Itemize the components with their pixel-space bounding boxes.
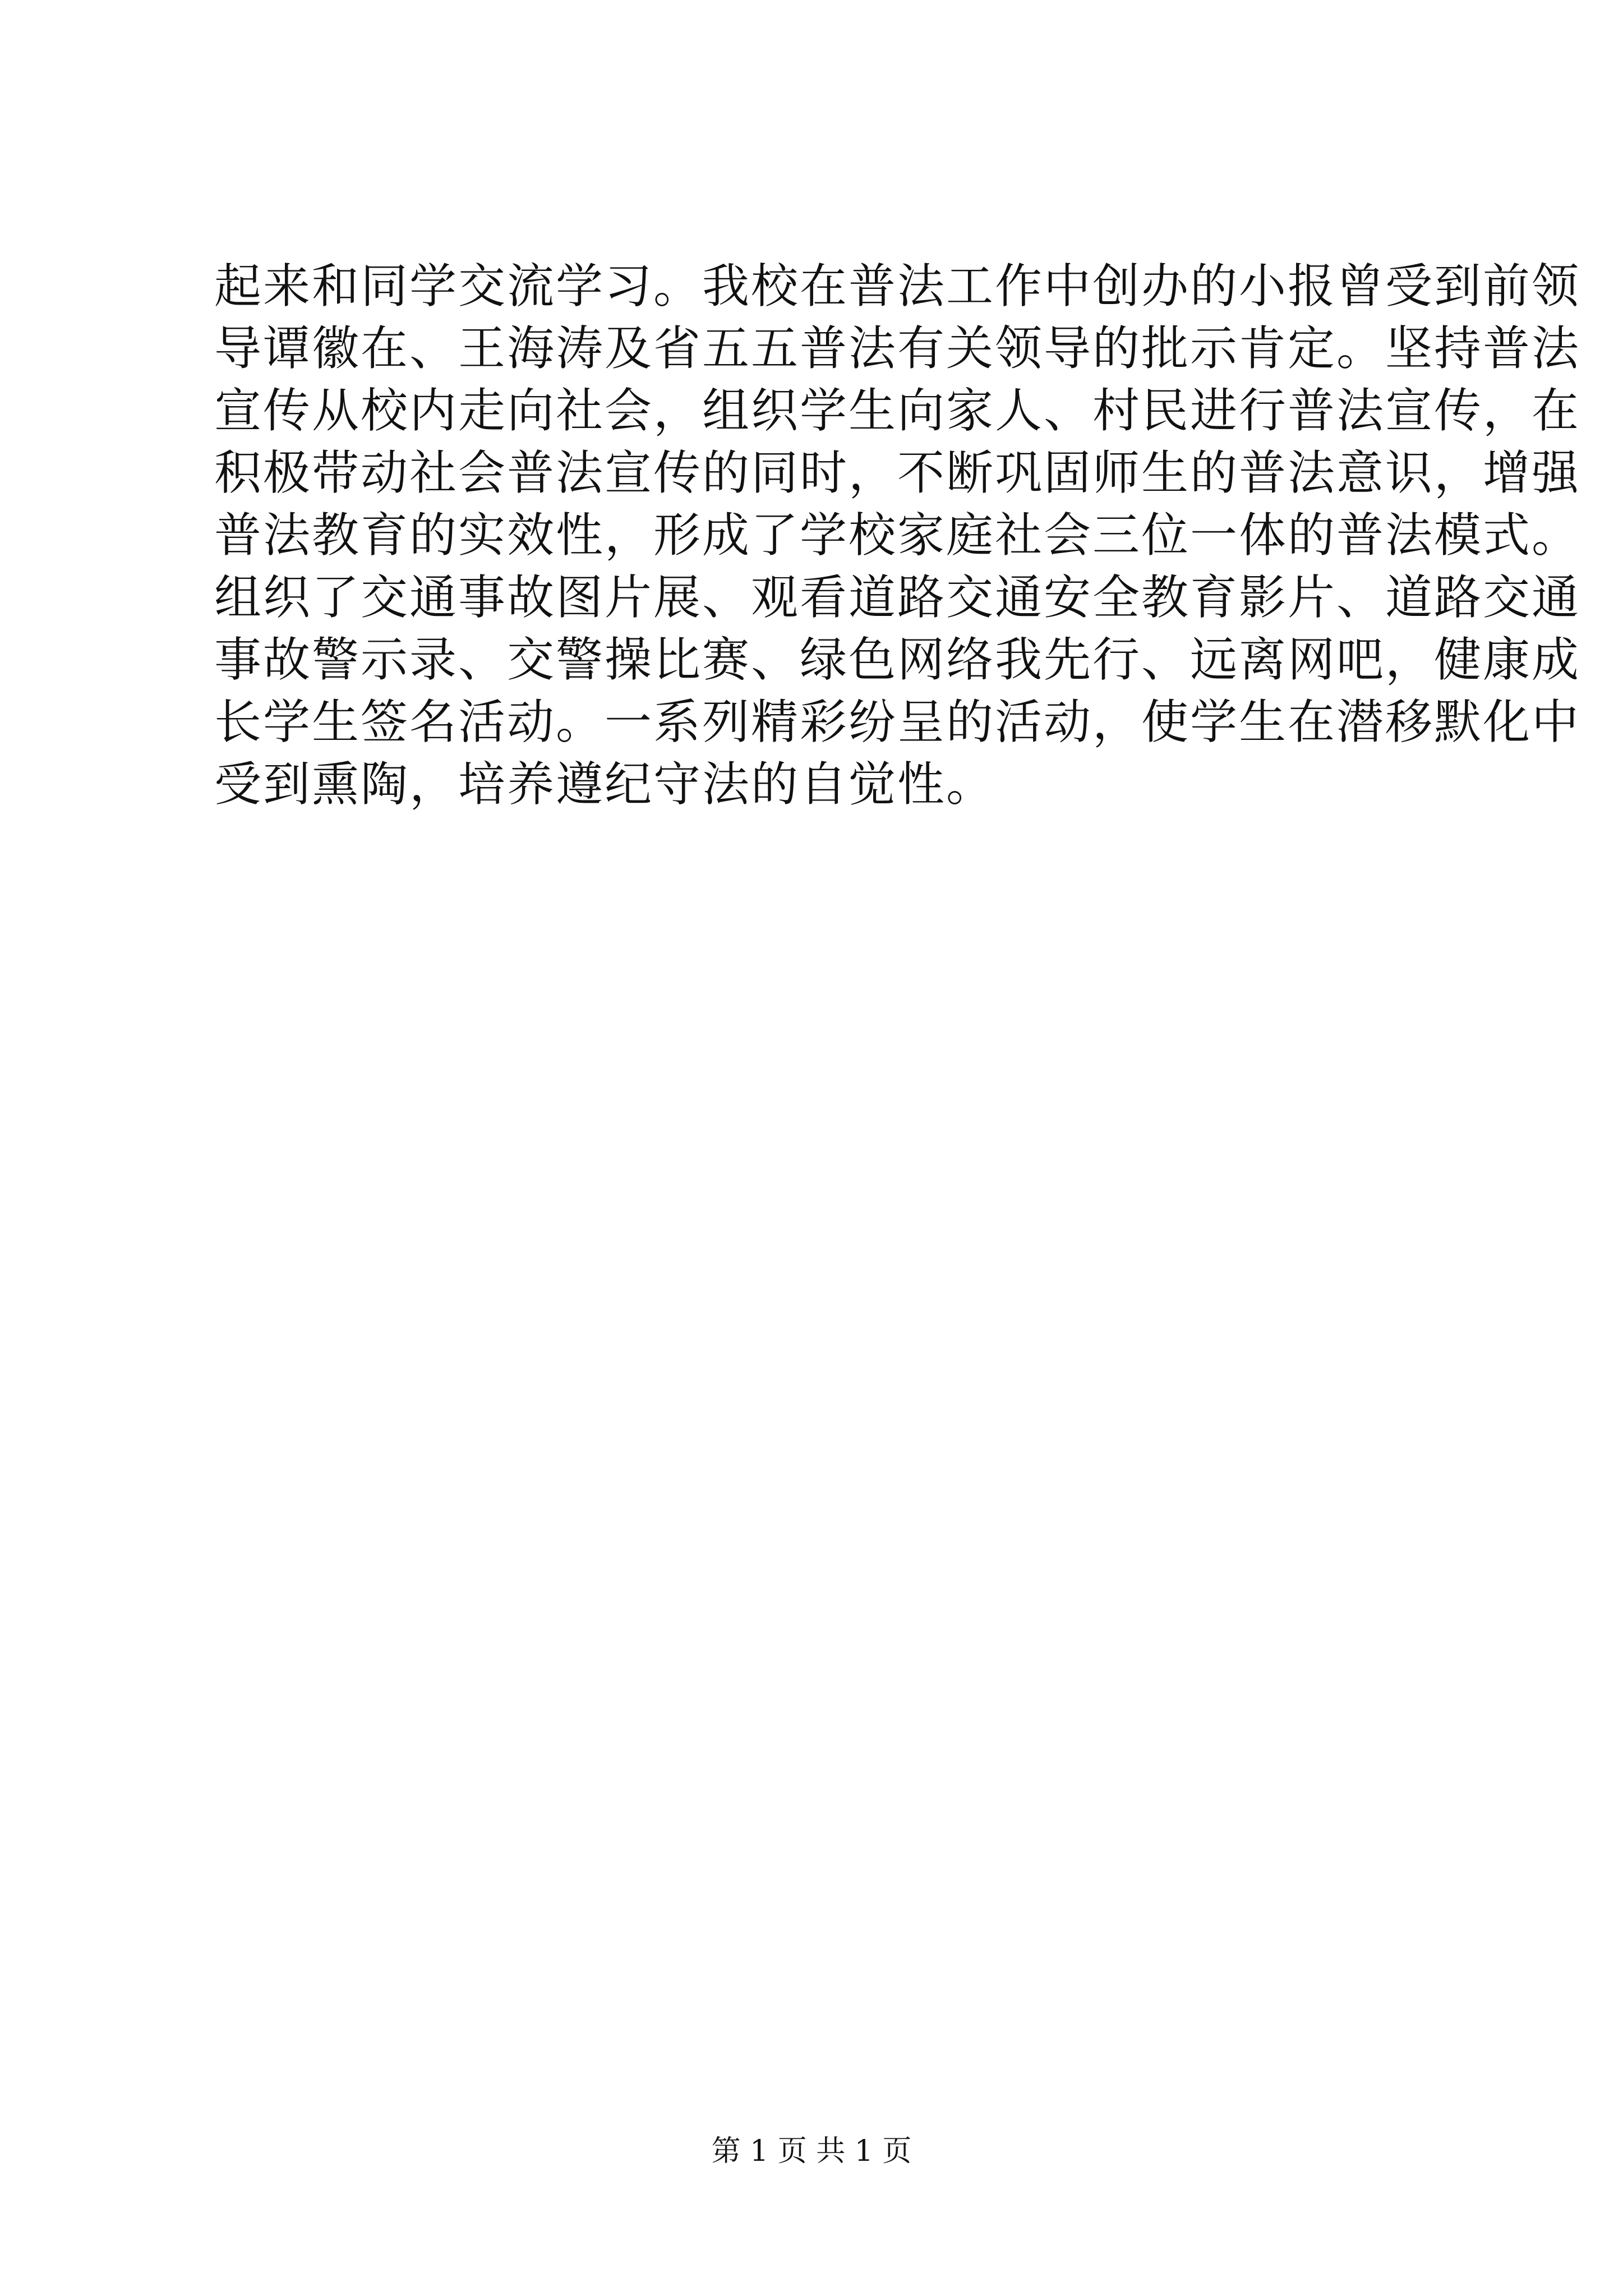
paragraph-line: 起来和同学交流学习。我校在普法工作中创办的小报曾受到前领 (214, 259, 1581, 314)
paragraph-line: 长学生签名活动。一系列精彩纷呈的活动，使学生在潜移默化中 (214, 694, 1581, 749)
paragraph-line: 受到熏陶，培养遵纪守法的自觉性。 (214, 757, 995, 812)
paragraph-line: 导谭徽在、王海涛及省五五普法有关领导的批示肯定。坚持普法 (214, 321, 1581, 376)
paragraph-line: 普法教育的实效性，形成了学校家庭社会三位一体的普法模式。 (214, 508, 1581, 563)
paragraph-line: 组织了交通事故图片展、观看道路交通安全教育影片、道路交通 (214, 570, 1581, 625)
paragraph-line: 积极带动社会普法宣传的同时，不断巩固师生的普法意识，增强 (214, 445, 1581, 500)
paragraph-line: 事故警示录、交警操比赛、绿色网络我先行、远离网吧，健康成 (214, 632, 1581, 687)
paragraph-line: 宣传从校内走向社会，组织学生向家人、村民进行普法宣传，在 (214, 383, 1581, 438)
page-footer: 第 1 页 共 1 页 (711, 2134, 912, 2168)
body-paragraph (214, 255, 1581, 816)
